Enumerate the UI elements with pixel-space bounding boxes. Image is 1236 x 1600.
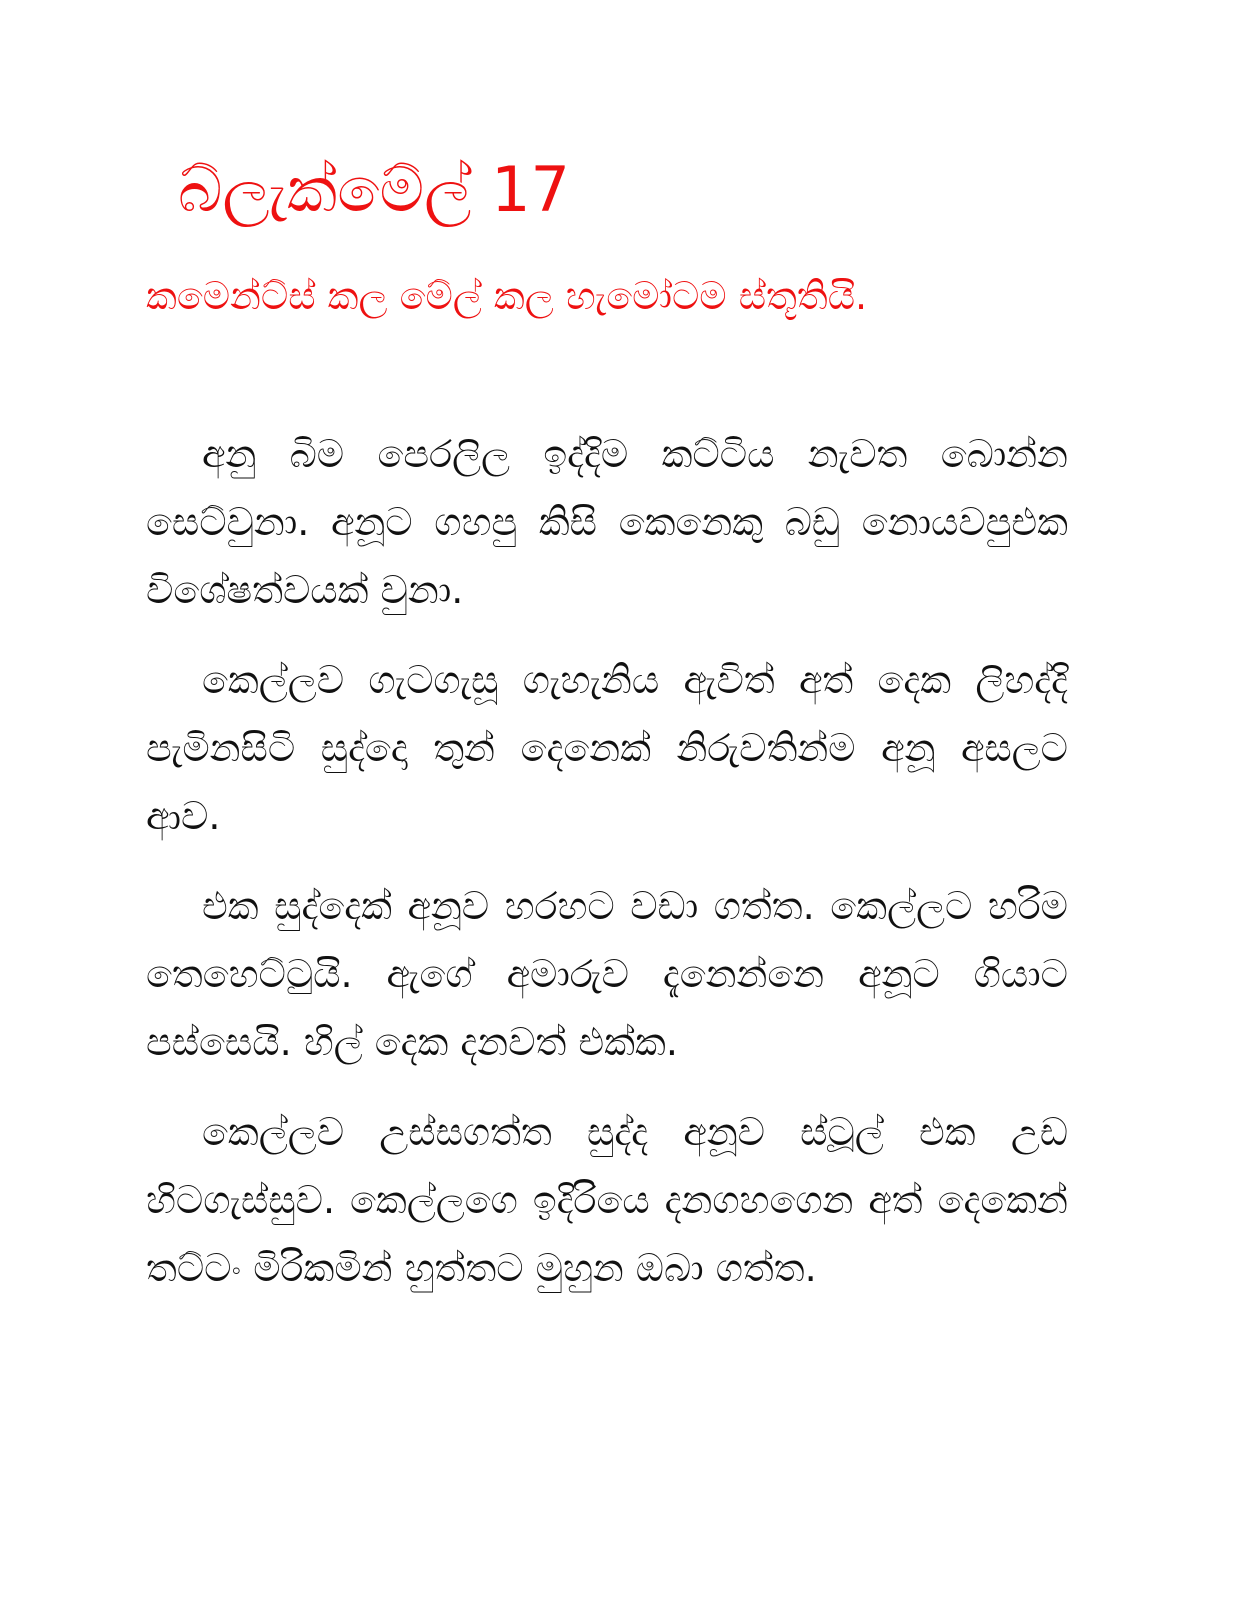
paragraph-3: එක සුද්දෙක් අනූව හරහට වඩා ගත්ත. කෙල්ලට හරිම තෙහෙට්ටුයි. ඇගේ අමාරුව දැනෙන්නෙ අනූට ගියාට පස්සෙයි. හිල් දෙක දනවත් එක්ක.: [146, 884, 1068, 1064]
paragraph-2: කෙල්ලව ගැටගැසූ ගැහැනිය ඇවිත් අත් දෙක ලිහද්දි පැමිනසිටි සුද්දො තුන් දෙනෙක් නිරුවතින්ම අනූ අසලට ආව.: [146, 658, 1068, 838]
paragraph-4: කෙල්ලව උස්සගත්ත සුද්ද අනූව ස්ටූල් එක උඩ හිටගැස්සුව. කෙල්ලගෙ ඉදිරියෙ දනගහගෙන අත් දෙකෙන් තට්ටං මිරිකමින් හුත්තට මුහුන ඔබා ගත්ත.: [146, 1110, 1068, 1290]
page-subtitle: කමෙන්ට්ස් කල මේල් කල හැමෝටම ස්තූතියි.: [146, 274, 868, 318]
page-title: බ්ලැක්මේල් 17: [178, 153, 570, 226]
story-body: [146, 420, 1068, 1324]
paragraph-1: අනු බිම පෙරලිල ඉද්දිම කට්ටිය නැවත බොන්න සෙට්වුනා. අනූට ගහපු කිසි කෙනෙකු බඩු නොයවපුඑක විශේෂත්වයක් වුනා.: [146, 432, 1068, 612]
